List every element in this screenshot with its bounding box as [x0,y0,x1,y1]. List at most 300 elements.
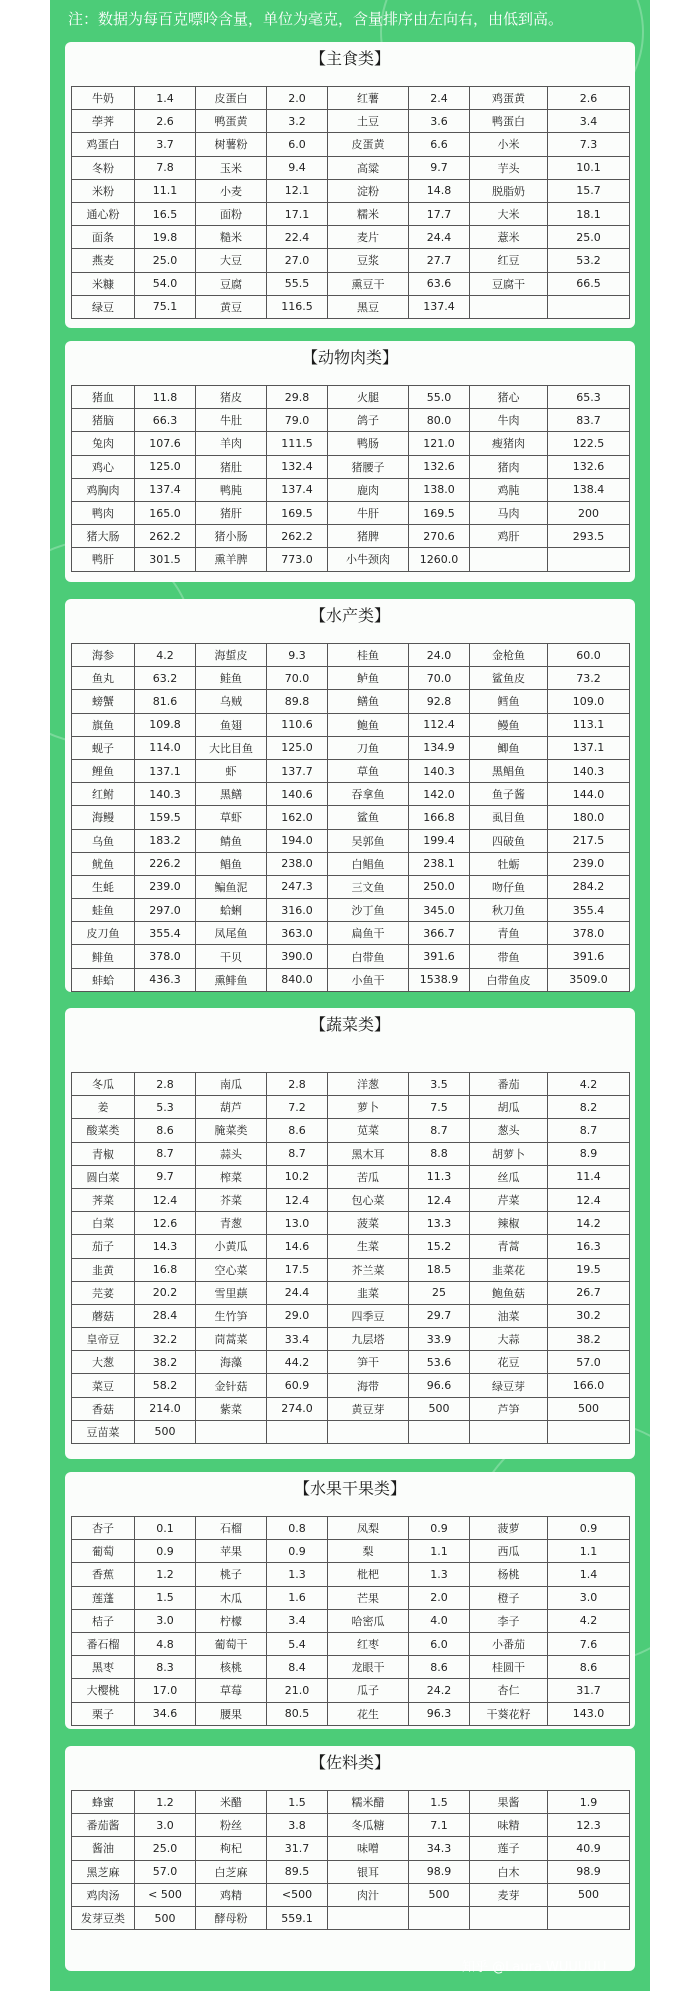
table-row [72,736,630,759]
purine-value-cell: 0.8 [267,1517,328,1540]
purine-value-cell: 0.9 [409,1517,470,1540]
food-name-cell: 花豆 [470,1351,548,1374]
purine-value-cell: 70.0 [267,667,328,690]
food-name-cell: 包心菜 [328,1188,409,1211]
purine-value-cell: 1.5 [135,1586,196,1609]
purine-value-cell: 89.8 [267,690,328,713]
purine-value-cell: 13.0 [267,1212,328,1235]
food-name-cell: 燕麦 [72,249,135,272]
food-name-cell: 乌贼 [196,690,267,713]
food-name-cell: 海参 [72,644,135,667]
food-name-cell: 鳕鱼 [470,690,548,713]
food-name-cell: 糯米醋 [328,1791,409,1814]
purine-value-cell: 194.0 [267,829,328,852]
purine-value-cell: 132.6 [548,455,630,478]
table-row [72,667,630,690]
purine-value-cell: 132.6 [409,455,470,478]
purine-value-cell: 17.7 [409,202,470,225]
purine-value-cell: 0.9 [267,1540,328,1563]
food-name-cell: 青葱 [196,1212,267,1235]
purine-value-cell: 500 [548,1397,630,1420]
purine-value-cell: 378.0 [135,945,196,968]
table-row [72,501,630,524]
food-name-cell: 蚬子 [72,736,135,759]
section-card-fruit [65,1472,635,1729]
purine-value-cell: 137.1 [548,736,630,759]
food-name-cell: 鲱鱼 [72,945,135,968]
food-name-cell: 四季豆 [328,1304,409,1327]
food-name-cell: 大比目鱼 [196,736,267,759]
food-name-cell [328,1906,409,1929]
food-name-cell: 荸荠 [72,110,135,133]
purine-value-cell: 5.3 [135,1096,196,1119]
purine-value-cell: 109.0 [548,690,630,713]
purine-value-cell: 1.2 [135,1791,196,1814]
section-card-seafood [65,599,635,992]
table-row [72,1397,630,1420]
food-name-cell: 肉汁 [328,1883,409,1906]
food-name-cell: 胡瓜 [470,1096,548,1119]
food-name-cell: 黄豆芽 [328,1397,409,1420]
table-row [72,1235,630,1258]
purine-value-cell: 24.0 [409,644,470,667]
purine-value-cell: 238.0 [267,852,328,875]
section-title: 【佐料类】 [309,1753,390,1772]
purine-value-cell: 840.0 [267,968,328,991]
food-name-cell: 吴郭鱼 [328,829,409,852]
purine-value-cell [267,1420,328,1443]
food-name-cell: 皮蛋黄 [328,133,409,156]
food-name-cell: 茼蒿菜 [196,1328,267,1351]
food-name-cell: 香菇 [72,1397,135,1420]
purine-value-cell: 116.5 [267,295,328,318]
purine-value-cell: 34.3 [409,1837,470,1860]
food-name-cell: 刀鱼 [328,736,409,759]
food-name-cell: 面条 [72,226,135,249]
purine-value-cell: 20.2 [135,1281,196,1304]
food-name-cell: 鸡精 [196,1883,267,1906]
food-name-cell: 马肉 [470,501,548,524]
purine-value-cell: 111.5 [267,432,328,455]
food-name-cell: 蛙鱼 [72,899,135,922]
food-name-cell: 鸭肠 [328,432,409,455]
purine-value-cell: 7.6 [548,1632,630,1655]
table-row [72,875,630,898]
food-name-cell: 空心菜 [196,1258,267,1281]
purine-value-cell: 773.0 [267,548,328,571]
food-name-cell: 柠檬 [196,1609,267,1632]
food-name-cell: 猪肉 [470,455,548,478]
section-title: 【动物肉类】 [301,348,398,367]
purine-value-cell: 12.1 [267,179,328,202]
food-name-cell: 生蚝 [72,875,135,898]
purine-value-cell: 250.0 [409,875,470,898]
food-name-cell: 乌鱼 [72,829,135,852]
food-name-cell: 番茄 [470,1073,548,1096]
purine-value-cell: 8.6 [409,1656,470,1679]
purine-value-cell: 2.6 [135,110,196,133]
purine-value-cell: 58.2 [135,1374,196,1397]
table-row [72,202,630,225]
purine-value-cell: 65.3 [548,386,630,409]
food-name-cell: 猪小肠 [196,525,267,548]
food-name-cell: 猪血 [72,386,135,409]
food-name-cell: 雪里蕻 [196,1281,267,1304]
table-row [72,829,630,852]
food-name-cell: 葱头 [470,1119,548,1142]
purine-value-cell: 12.4 [548,1188,630,1211]
section-card-vegetable [65,1008,635,1459]
food-name-cell: 鸭肝 [72,548,135,571]
purine-value-cell: 12.6 [135,1212,196,1235]
food-name-cell: 红鲋 [72,783,135,806]
purine-value-cell: 24.4 [409,226,470,249]
food-name-cell: 大米 [470,202,548,225]
purine-value-cell: 60.9 [267,1374,328,1397]
purine-value-cell: 14.3 [135,1235,196,1258]
purine-value-cell: 15.7 [548,179,630,202]
table-row [72,1540,630,1563]
purine-value-cell: 270.6 [409,525,470,548]
purine-value-cell: 262.2 [267,525,328,548]
food-name-cell: 瓜子 [328,1679,409,1702]
purine-value-cell: 247.3 [267,875,328,898]
food-name-cell: 鲨鱼皮 [470,667,548,690]
food-name-cell: 凤尾鱼 [196,922,267,945]
food-name-cell: 青蒿 [470,1235,548,1258]
purine-value-cell: 28.4 [135,1304,196,1327]
food-name-cell: 苋菜 [328,1119,409,1142]
food-name-cell: 鹿肉 [328,478,409,501]
purine-value-cell: < 500 [135,1883,196,1906]
food-name-cell: 枇杷 [328,1563,409,1586]
table-row [72,432,630,455]
purine-value-cell: 38.2 [135,1351,196,1374]
purine-value-cell: 217.5 [548,829,630,852]
purine-value-cell: 500 [409,1397,470,1420]
purine-value-cell: 169.5 [267,501,328,524]
purine-value-cell: 83.7 [548,409,630,432]
food-name-cell: 凤梨 [328,1517,409,1540]
food-name-cell: 三文鱼 [328,875,409,898]
food-name-cell [196,1420,267,1443]
purine-value-cell: 214.0 [135,1397,196,1420]
food-name-cell: 鲫鱼 [470,736,548,759]
food-name-cell: 树薯粉 [196,133,267,156]
section-title: 【蔬菜类】 [309,1015,390,1034]
purine-value-cell: 11.8 [135,386,196,409]
purine-value-cell: 21.0 [267,1679,328,1702]
food-name-cell: 蛤蜊 [196,899,267,922]
food-name-cell: 葡萄干 [196,1632,267,1655]
purine-value-cell: 183.2 [135,829,196,852]
food-name-cell: 李子 [470,1609,548,1632]
food-name-cell: 猪心 [470,386,548,409]
purine-value-cell: 54.0 [135,272,196,295]
food-name-cell: 鳊鱼泥 [196,875,267,898]
purine-value-cell: 29.7 [409,1304,470,1327]
food-name-cell: 黑鳝 [196,783,267,806]
table-row [72,1258,630,1281]
purine-value-cell: 11.1 [135,179,196,202]
purine-value-cell: 14.8 [409,179,470,202]
purine-value-cell: 15.2 [409,1235,470,1258]
purine-value-cell: 112.4 [409,713,470,736]
food-name-cell: 芦笋 [470,1397,548,1420]
purine-value-cell [548,1906,630,1929]
purine-value-cell: 9.7 [409,156,470,179]
food-name-cell: 豆腐 [196,272,267,295]
purine-value-cell: 96.3 [409,1702,470,1725]
purine-value-cell: 31.7 [548,1679,630,1702]
purine-value-cell: 53.6 [409,1351,470,1374]
food-name-cell: 四破鱼 [470,829,548,852]
purine-value-cell: 29.8 [267,386,328,409]
food-name-cell: 绿豆芽 [470,1374,548,1397]
purine-value-cell: 226.2 [135,852,196,875]
food-name-cell: 海藻 [196,1351,267,1374]
food-name-cell: 小米 [470,133,548,156]
purine-value-cell: 80.0 [409,409,470,432]
purine-value-cell: 144.0 [548,783,630,806]
table-row [72,1096,630,1119]
purine-value-cell: 8.7 [267,1142,328,1165]
purine-value-cell: 0.9 [135,1540,196,1563]
table-row [72,110,630,133]
food-name-cell: 沙丁鱼 [328,899,409,922]
purine-value-cell: 2.0 [409,1586,470,1609]
food-name-cell: 桂圆干 [470,1656,548,1679]
food-name-cell: 桔子 [72,1609,135,1632]
purine-value-cell: 140.3 [409,759,470,782]
purine-value-cell: 121.0 [409,432,470,455]
purine-value-cell: 138.0 [409,478,470,501]
purine-value-cell: 9.7 [135,1165,196,1188]
table-row [72,548,630,571]
food-name-cell: 菠萝 [470,1517,548,1540]
purine-value-cell: 31.7 [267,1837,328,1860]
purine-value-cell: 2.4 [409,87,470,110]
purine-value-cell: 3.8 [267,1814,328,1837]
purine-value-cell: 559.1 [267,1906,328,1929]
purine-value-cell: 1.3 [409,1563,470,1586]
purine-value-cell: 239.0 [135,875,196,898]
purine-table [71,1790,630,1930]
purine-value-cell: 159.5 [135,806,196,829]
purine-value-cell: 25.0 [135,249,196,272]
purine-value-cell: 17.1 [267,202,328,225]
purine-value-cell: 2.8 [135,1073,196,1096]
food-name-cell: 海蜇皮 [196,644,267,667]
purine-value-cell: 98.9 [409,1860,470,1883]
purine-value-cell: 4.8 [135,1632,196,1655]
food-name-cell: 鲈鱼 [328,667,409,690]
purine-value-cell: 1.5 [267,1791,328,1814]
food-name-cell: 酵母粉 [196,1906,267,1929]
purine-value-cell: 17.5 [267,1258,328,1281]
food-name-cell: 核桃 [196,1656,267,1679]
table-row [72,179,630,202]
purine-value-cell: 8.2 [548,1096,630,1119]
purine-value-cell: 18.5 [409,1258,470,1281]
food-name-cell: 冬瓜糖 [328,1814,409,1837]
food-name-cell: 羊肉 [196,432,267,455]
food-name-cell: 火腿 [328,386,409,409]
table-row [72,1679,630,1702]
food-name-cell: 带鱼 [470,945,548,968]
food-name-cell: 扁鱼干 [328,922,409,945]
food-name-cell: 橙子 [470,1586,548,1609]
food-name-cell: 豆腐干 [470,272,548,295]
table-row [72,945,630,968]
food-name-cell [470,1906,548,1929]
purine-value-cell: 75.1 [135,295,196,318]
purine-value-cell: 316.0 [267,899,328,922]
purine-value-cell: 25.0 [135,1837,196,1860]
food-name-cell: 木瓜 [196,1586,267,1609]
food-name-cell [470,1420,548,1443]
food-name-cell: 猪脑 [72,409,135,432]
purine-value-cell: 12.4 [409,1188,470,1211]
food-name-cell: 鳝鱼 [328,690,409,713]
food-name-cell: 辣椒 [470,1212,548,1235]
purine-value-cell: 142.0 [409,783,470,806]
table-row [72,1632,630,1655]
food-name-cell: 海鳗 [72,806,135,829]
food-name-cell: 芫荽 [72,1281,135,1304]
purine-value-cell: 12.4 [135,1188,196,1211]
food-name-cell: 腰果 [196,1702,267,1725]
food-name-cell: 白带鱼 [328,945,409,968]
purine-value-cell: 390.0 [267,945,328,968]
purine-value-cell: 9.3 [267,644,328,667]
purine-value-cell: 13.3 [409,1212,470,1235]
purine-value-cell: 1538.9 [409,968,470,991]
purine-value-cell: 6.0 [409,1632,470,1655]
purine-value-cell: 125.0 [135,455,196,478]
food-name-cell: 香蕉 [72,1563,135,1586]
food-name-cell: 鸡蛋白 [72,133,135,156]
purine-value-cell: 284.2 [548,875,630,898]
food-name-cell: 玉米 [196,156,267,179]
food-name-cell: 韭黄 [72,1258,135,1281]
food-name-cell: 猪肚 [196,455,267,478]
food-name-cell: 螃蟹 [72,690,135,713]
purine-value-cell: 6.6 [409,133,470,156]
purine-value-cell: 66.5 [548,272,630,295]
food-name-cell: 牛肚 [196,409,267,432]
purine-value-cell: 0.1 [135,1517,196,1540]
food-name-cell [470,295,548,318]
food-name-cell: 洋葱 [328,1073,409,1096]
purine-value-cell: 79.0 [267,409,328,432]
purine-value-cell: 500 [409,1883,470,1906]
food-name-cell: 蘑菇 [72,1304,135,1327]
table-row [72,1906,630,1929]
purine-value-cell: 165.0 [135,501,196,524]
food-name-cell: 薏米 [470,226,548,249]
food-name-cell: 酸菜类 [72,1119,135,1142]
food-name-cell: 枸杞 [196,1837,267,1860]
table-row [72,899,630,922]
food-name-cell: 九层塔 [328,1328,409,1351]
purine-value-cell: 200 [548,501,630,524]
food-name-cell: 牛肝 [328,501,409,524]
table-row [72,386,630,409]
food-name-cell: 味噌 [328,1837,409,1860]
food-name-cell: 冬粉 [72,156,135,179]
food-name-cell: 鸭肫 [196,478,267,501]
food-name-cell: 牛肉 [470,409,548,432]
food-name-cell [328,1420,409,1443]
table-row [72,1860,630,1883]
purine-value-cell: 132.4 [267,455,328,478]
purine-value-cell: 27.0 [267,249,328,272]
food-name-cell: 果酱 [470,1791,548,1814]
food-name-cell: 通心粉 [72,202,135,225]
food-name-cell: 丝瓜 [470,1165,548,1188]
purine-value-cell: 500 [135,1420,196,1443]
purine-value-cell: 8.6 [548,1656,630,1679]
food-name-cell: 鸽子 [328,409,409,432]
food-name-cell: 苦瓜 [328,1165,409,1188]
purine-value-cell: 9.4 [267,156,328,179]
purine-value-cell: 391.6 [409,945,470,968]
food-name-cell: 梨 [328,1540,409,1563]
food-name-cell: 小黄瓜 [196,1235,267,1258]
purine-value-cell: 137.4 [409,295,470,318]
purine-value-cell: 2.0 [267,87,328,110]
purine-value-cell: 3.4 [548,110,630,133]
food-name-cell: 麦片 [328,226,409,249]
food-name-cell: 草虾 [196,806,267,829]
table-row [72,1656,630,1679]
section-title: 【水产类】 [309,606,390,625]
purine-value-cell: 80.5 [267,1702,328,1725]
food-name-cell: 猪皮 [196,386,267,409]
purine-value-cell: 40.9 [548,1837,630,1860]
purine-value-cell: 2.8 [267,1073,328,1096]
purine-value-cell: 500 [135,1906,196,1929]
food-name-cell: 栗子 [72,1702,135,1725]
food-name-cell: 面粉 [196,202,267,225]
food-name-cell: 淀粉 [328,179,409,202]
food-name-cell: 芒果 [328,1586,409,1609]
food-name-cell: 紫菜 [196,1397,267,1420]
food-name-cell: 葡萄 [72,1540,135,1563]
purine-value-cell: 8.6 [267,1119,328,1142]
food-name-cell: 草鱼 [328,759,409,782]
purine-value-cell: 5.4 [267,1632,328,1655]
food-name-cell: 鲑鱼 [196,667,267,690]
purine-value-cell: 89.5 [267,1860,328,1883]
table-row [72,295,630,318]
purine-value-cell: 391.6 [548,945,630,968]
purine-value-cell: 1.9 [548,1791,630,1814]
purine-value-cell: 500 [548,1883,630,1906]
food-name-cell: 菠菜 [328,1212,409,1235]
food-name-cell: 鱼丸 [72,667,135,690]
purine-value-cell: 3.7 [135,133,196,156]
food-name-cell: 发芽豆类 [72,1906,135,1929]
food-name-cell: 葫芦 [196,1096,267,1119]
food-name-cell: 红枣 [328,1632,409,1655]
food-name-cell: 鸡肫 [470,478,548,501]
food-name-cell: 糙米 [196,226,267,249]
purine-value-cell: 4.0 [409,1609,470,1632]
food-name-cell: 鸡蛋黄 [470,87,548,110]
purine-value-cell: 114.0 [135,736,196,759]
